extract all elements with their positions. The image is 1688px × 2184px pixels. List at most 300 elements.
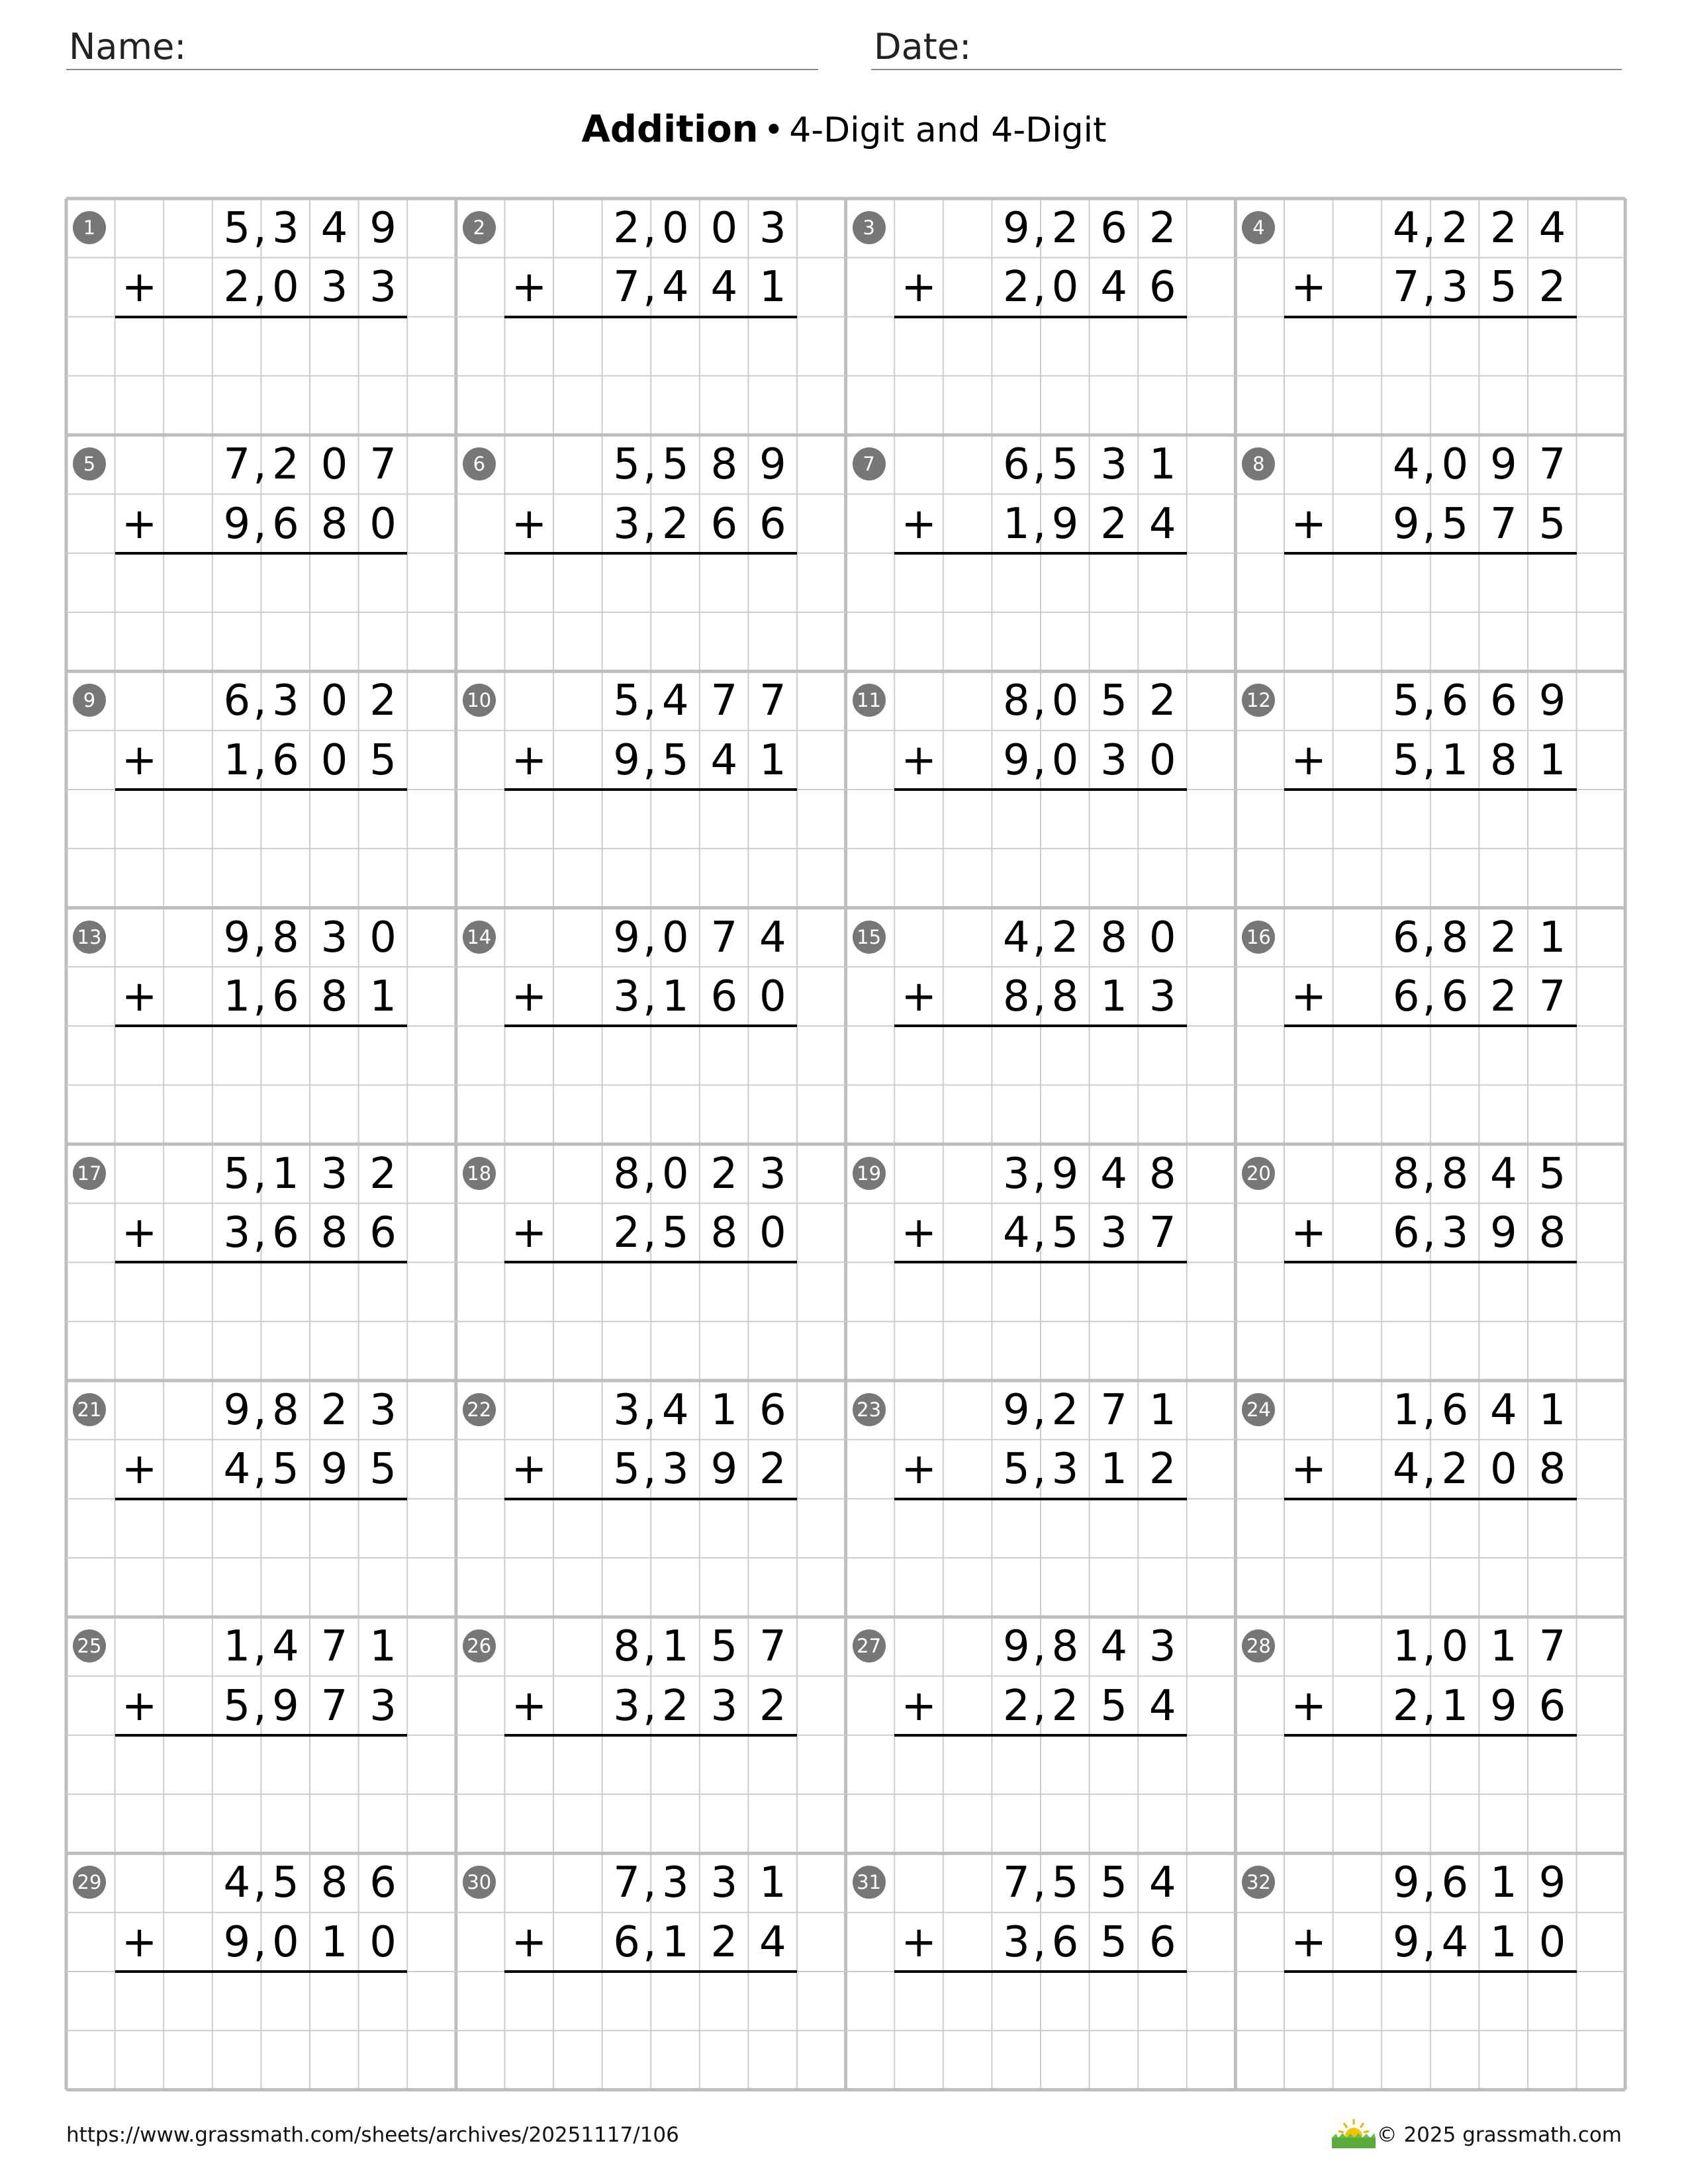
answer-rule	[115, 1734, 408, 1737]
problem-number-badge: 32	[1242, 1866, 1275, 1899]
plus-sign: +	[121, 499, 158, 549]
addend-top-digit: 2	[320, 1386, 348, 1435]
addend-bottom-digit: 6	[272, 499, 299, 549]
addend-top-digit: 0	[1051, 676, 1079, 726]
problem-number-badge: 8	[1242, 447, 1275, 480]
addend-bottom-digit: 3	[613, 1681, 640, 1731]
addend-bottom-digit: 2	[1003, 263, 1030, 312]
addend-bottom-digit: 4	[1441, 1917, 1469, 1967]
addend-top-digit: 9	[1003, 1622, 1030, 1672]
addend-bottom-digit: 1	[1441, 735, 1469, 785]
addend-bottom-digit: 9	[320, 1445, 348, 1494]
addend-top-comma: ,	[253, 676, 267, 726]
answer-rule	[504, 316, 797, 318]
addend-top-digit: 5	[661, 440, 689, 490]
addend-top-digit: 8	[272, 1386, 299, 1435]
addend-bottom-digit: 8	[1490, 735, 1517, 785]
addend-bottom-digit: 0	[320, 735, 348, 785]
addend-top-digit: 8	[320, 1858, 348, 1908]
title-subtitle: 4-Digit and 4-Digit	[789, 111, 1107, 150]
addend-bottom-digit: 2	[223, 263, 251, 312]
addend-top-digit: 9	[223, 1386, 251, 1435]
addend-bottom-digit: 2	[1149, 1445, 1176, 1494]
plus-sign: +	[121, 735, 158, 785]
addend-bottom-digit: 8	[1538, 1208, 1566, 1258]
addend-top-digit: 8	[613, 1149, 640, 1199]
answer-rule	[115, 1970, 408, 1973]
addend-top-digit: 8	[613, 1622, 640, 1672]
answer-rule	[894, 788, 1187, 791]
addend-top-digit: 4	[1490, 1149, 1517, 1199]
addend-bottom-digit: 0	[1051, 263, 1079, 312]
addend-top-digit: 0	[320, 676, 348, 726]
addend-top-digit: 1	[223, 1622, 251, 1672]
answer-rule	[894, 1024, 1187, 1027]
addend-bottom-digit: 7	[320, 1681, 348, 1731]
addend-top-digit: 9	[759, 440, 786, 490]
addend-bottom-digit: 1	[1003, 499, 1030, 549]
problem-number-badge: 3	[853, 211, 886, 244]
addend-top-digit: 9	[1003, 1386, 1030, 1435]
answer-rule	[894, 316, 1187, 318]
addend-top-digit: 6	[1100, 204, 1127, 253]
plus-sign: +	[511, 499, 547, 549]
addend-bottom-comma: ,	[1422, 1208, 1436, 1258]
addend-bottom-digit: 9	[1490, 1681, 1517, 1731]
addend-top-digit: 4	[1538, 204, 1566, 253]
addend-bottom-digit: 9	[223, 499, 251, 549]
answer-rule	[1284, 316, 1577, 318]
addend-bottom-digit: 1	[1100, 972, 1127, 1021]
addend-top-digit: 3	[1003, 1149, 1030, 1199]
addend-bottom-digit: 9	[1392, 1917, 1420, 1967]
addend-top-comma: ,	[1033, 913, 1047, 962]
plus-sign: +	[511, 972, 547, 1021]
addend-top-digit: 1	[1538, 913, 1566, 962]
addend-top-digit: 8	[1003, 676, 1030, 726]
problem-number-badge: 14	[463, 921, 496, 954]
addend-top-digit: 4	[759, 913, 786, 962]
plus-sign: +	[901, 1445, 937, 1494]
addend-top-comma: ,	[1422, 676, 1436, 726]
problem-number-badge: 13	[73, 921, 106, 954]
addend-bottom-digit: 5	[661, 735, 689, 785]
addend-bottom-digit: 7	[1538, 972, 1566, 1021]
addend-top-comma: ,	[1033, 676, 1047, 726]
addend-bottom-comma: ,	[643, 1681, 657, 1731]
addend-bottom-digit: 7	[613, 263, 640, 312]
addend-bottom-digit: 0	[272, 263, 299, 312]
addend-bottom-digit: 3	[661, 1445, 689, 1494]
problem-number-badge: 26	[463, 1629, 496, 1662]
addend-top-digit: 9	[223, 913, 251, 962]
addend-bottom-digit: 9	[710, 1445, 738, 1494]
addend-bottom-digit: 2	[1441, 1445, 1469, 1494]
answer-rule	[1284, 1024, 1577, 1027]
addend-bottom-digit: 3	[1100, 1208, 1127, 1258]
addend-bottom-comma: ,	[253, 1445, 267, 1494]
addend-top-comma: ,	[253, 1386, 267, 1435]
addend-bottom-digit: 3	[1003, 1917, 1030, 1967]
addend-top-digit: 4	[661, 676, 689, 726]
addend-top-digit: 2	[1051, 204, 1079, 253]
answer-rule	[894, 1261, 1187, 1263]
addend-bottom-comma: ,	[1422, 1445, 1436, 1494]
plus-sign: +	[1291, 499, 1327, 549]
answer-rule	[504, 1261, 797, 1263]
problem-number-badge: 15	[853, 921, 886, 954]
addend-bottom-digit: 9	[272, 1681, 299, 1731]
addend-top-comma: ,	[1033, 1149, 1047, 1199]
addend-bottom-digit: 5	[223, 1681, 251, 1731]
addend-top-comma: ,	[1422, 1149, 1436, 1199]
problem-number-badge: 1	[73, 211, 106, 244]
plus-sign: +	[121, 263, 158, 312]
problem-number-badge: 27	[853, 1629, 886, 1662]
answer-rule	[115, 1261, 408, 1263]
addend-top-comma: ,	[643, 1858, 657, 1908]
addend-top-comma: ,	[1422, 1386, 1436, 1435]
addend-top-digit: 1	[1392, 1622, 1420, 1672]
addend-bottom-digit: 4	[1149, 1681, 1176, 1731]
addend-top-digit: 1	[272, 1149, 299, 1199]
addend-top-digit: 4	[661, 1386, 689, 1435]
plus-sign: +	[511, 263, 547, 312]
plus-sign: +	[901, 263, 937, 312]
addend-bottom-digit: 6	[1392, 1208, 1420, 1258]
addend-bottom-digit: 6	[613, 1917, 640, 1967]
addend-bottom-digit: 5	[1100, 1917, 1127, 1967]
addend-bottom-comma: ,	[643, 1445, 657, 1494]
plus-sign: +	[901, 972, 937, 1021]
addend-top-digit: 4	[1392, 440, 1420, 490]
addend-top-digit: 0	[1149, 913, 1176, 962]
addend-bottom-digit: 5	[1490, 263, 1517, 312]
addend-bottom-digit: 6	[1538, 1681, 1566, 1731]
addend-bottom-digit: 3	[320, 263, 348, 312]
addend-top-digit: 3	[272, 204, 299, 253]
addend-top-digit: 2	[272, 440, 299, 490]
addend-top-comma: ,	[1033, 440, 1047, 490]
addend-bottom-digit: 1	[223, 972, 251, 1021]
addend-bottom-digit: 1	[1100, 1445, 1127, 1494]
sun-over-grass-icon	[1329, 2116, 1378, 2150]
addend-top-digit: 9	[1538, 1858, 1566, 1908]
addend-bottom-digit: 5	[272, 1445, 299, 1494]
addend-top-comma: ,	[643, 1149, 657, 1199]
addend-bottom-digit: 5	[1538, 499, 1566, 549]
addend-top-digit: 3	[613, 1386, 640, 1435]
addend-top-digit: 2	[1490, 204, 1517, 253]
addend-bottom-digit: 2	[1490, 972, 1517, 1021]
addend-bottom-digit: 2	[613, 1208, 640, 1258]
plus-sign: +	[901, 735, 937, 785]
problem-number-badge: 20	[1242, 1157, 1275, 1190]
addend-bottom-digit: 6	[272, 972, 299, 1021]
addend-top-digit: 6	[1441, 1386, 1469, 1435]
addend-bottom-digit: 2	[1003, 1681, 1030, 1731]
addend-top-digit: 1	[759, 1858, 786, 1908]
addend-bottom-digit: 2	[759, 1681, 786, 1731]
addend-top-digit: 5	[272, 1858, 299, 1908]
addend-bottom-digit: 3	[710, 1681, 738, 1731]
addend-top-digit: 5	[1051, 1858, 1079, 1908]
problem-number-badge: 16	[1242, 921, 1275, 954]
addend-top-digit: 5	[613, 676, 640, 726]
problem-number-badge: 28	[1242, 1629, 1275, 1662]
problem-number-badge: 11	[853, 684, 886, 717]
addend-top-digit: 4	[1100, 1622, 1127, 1672]
addend-top-digit: 2	[1149, 676, 1176, 726]
addend-bottom-digit: 8	[1003, 972, 1030, 1021]
addend-top-digit: 3	[320, 913, 348, 962]
addend-top-digit: 0	[320, 440, 348, 490]
addend-bottom-digit: 2	[1051, 1681, 1079, 1731]
addend-top-digit: 4	[272, 1622, 299, 1672]
addend-bottom-comma: ,	[253, 499, 267, 549]
addend-bottom-digit: 5	[369, 1445, 397, 1494]
addend-top-digit: 4	[320, 204, 348, 253]
plus-sign: +	[511, 1681, 547, 1731]
addend-bottom-digit: 3	[1051, 1445, 1079, 1494]
answer-rule	[504, 552, 797, 555]
addend-top-comma: ,	[253, 204, 267, 253]
addend-top-digit: 2	[1490, 913, 1517, 962]
addend-bottom-comma: ,	[1033, 1445, 1047, 1494]
problem-number-badge: 19	[853, 1157, 886, 1190]
answer-rule	[504, 788, 797, 791]
problem-number-badge: 21	[73, 1393, 106, 1426]
addend-bottom-digit: 4	[1392, 1445, 1420, 1494]
addend-bottom-digit: 0	[272, 1917, 299, 1967]
addend-bottom-digit: 8	[1051, 972, 1079, 1021]
title-separator: •	[763, 111, 784, 150]
addend-top-digit: 1	[1490, 1858, 1517, 1908]
addend-top-digit: 1	[1392, 1386, 1420, 1435]
addend-bottom-digit: 7	[1490, 499, 1517, 549]
answer-rule	[115, 552, 408, 555]
addend-top-digit: 4	[1003, 913, 1030, 962]
answer-rule	[1284, 1261, 1577, 1263]
addend-bottom-comma: ,	[643, 499, 657, 549]
addend-top-digit: 2	[613, 204, 640, 253]
addend-bottom-digit: 0	[1538, 1917, 1566, 1967]
plus-sign: +	[901, 1208, 937, 1258]
addend-bottom-digit: 2	[661, 1681, 689, 1731]
addend-top-digit: 7	[1538, 440, 1566, 490]
addend-bottom-digit: 4	[661, 263, 689, 312]
problem-number-badge: 24	[1242, 1393, 1275, 1426]
addend-top-digit: 4	[223, 1858, 251, 1908]
addend-bottom-comma: ,	[1033, 972, 1047, 1021]
addend-bottom-comma: ,	[643, 972, 657, 1021]
addend-top-digit: 0	[661, 1149, 689, 1199]
addend-top-digit: 6	[369, 1858, 397, 1908]
addend-bottom-comma: ,	[643, 263, 657, 312]
answer-rule	[115, 1024, 408, 1027]
addend-top-comma: ,	[1033, 1858, 1047, 1908]
addend-top-digit: 6	[1441, 676, 1469, 726]
answer-rule	[504, 1024, 797, 1027]
addend-top-digit: 2	[1051, 1386, 1079, 1435]
addend-top-comma: ,	[1033, 1622, 1047, 1672]
addend-top-comma: ,	[643, 913, 657, 962]
addend-top-digit: 2	[369, 676, 397, 726]
addend-bottom-comma: ,	[253, 735, 267, 785]
addend-bottom-digit: 6	[272, 1208, 299, 1258]
addend-top-comma: ,	[643, 1622, 657, 1672]
addend-top-digit: 3	[369, 1386, 397, 1435]
addend-bottom-digit: 6	[1392, 972, 1420, 1021]
addend-bottom-digit: 2	[1538, 263, 1566, 312]
plus-sign: +	[901, 499, 937, 549]
addend-top-digit: 7	[759, 1622, 786, 1672]
answer-rule	[504, 1498, 797, 1500]
addend-top-digit: 5	[223, 1149, 251, 1199]
addend-bottom-digit: 5	[1051, 1208, 1079, 1258]
addend-bottom-digit: 3	[1149, 972, 1176, 1021]
addend-bottom-digit: 8	[1538, 1445, 1566, 1494]
addend-bottom-comma: ,	[1033, 1681, 1047, 1731]
addend-top-digit: 4	[1490, 1386, 1517, 1435]
addend-bottom-digit: 5	[661, 1208, 689, 1258]
addend-bottom-digit: 5	[1392, 735, 1420, 785]
addend-bottom-comma: ,	[1422, 972, 1436, 1021]
addend-top-digit: 8	[1051, 1622, 1079, 1672]
addend-top-digit: 6	[1441, 1858, 1469, 1908]
addend-top-comma: ,	[253, 440, 267, 490]
addend-top-comma: ,	[1033, 1386, 1047, 1435]
problem-number-badge: 10	[463, 684, 496, 717]
addend-bottom-comma: ,	[643, 1208, 657, 1258]
addend-top-digit: 9	[1392, 1858, 1420, 1908]
addend-top-digit: 8	[272, 913, 299, 962]
problem-number-badge: 12	[1242, 684, 1275, 717]
addend-bottom-digit: 8	[320, 499, 348, 549]
answer-rule	[894, 552, 1187, 555]
addend-bottom-digit: 4	[759, 1917, 786, 1967]
addend-top-digit: 8	[1100, 913, 1127, 962]
addend-top-digit: 6	[1490, 676, 1517, 726]
addend-bottom-digit: 0	[369, 1917, 397, 1967]
answer-rule	[894, 1970, 1187, 1973]
addend-top-comma: ,	[643, 676, 657, 726]
problem-number-badge: 5	[73, 447, 106, 480]
addend-top-digit: 1	[710, 1386, 738, 1435]
problem-number-badge: 29	[73, 1866, 106, 1899]
title-main: Addition	[581, 108, 759, 151]
addend-bottom-digit: 4	[1003, 1208, 1030, 1258]
problem-number-badge: 25	[73, 1629, 106, 1662]
addend-bottom-digit: 0	[1149, 735, 1176, 785]
problem-number-badge: 31	[853, 1866, 886, 1899]
addend-bottom-digit: 9	[1392, 499, 1420, 549]
answer-rule	[115, 316, 408, 318]
addend-top-digit: 9	[1538, 676, 1566, 726]
addend-top-digit: 8	[1441, 913, 1469, 962]
addend-top-digit: 7	[613, 1858, 640, 1908]
plus-sign: +	[901, 1681, 937, 1731]
addend-bottom-digit: 1	[1490, 1917, 1517, 1967]
addend-top-digit: 6	[1392, 913, 1420, 962]
answer-rule	[1284, 1498, 1577, 1500]
addend-top-digit: 9	[613, 913, 640, 962]
addend-bottom-digit: 6	[1051, 1917, 1079, 1967]
addend-bottom-digit: 9	[1490, 1208, 1517, 1258]
addend-top-digit: 0	[369, 913, 397, 962]
addend-top-comma: ,	[1422, 1858, 1436, 1908]
addend-top-digit: 9	[369, 204, 397, 253]
plus-sign: +	[1291, 972, 1327, 1021]
addend-top-digit: 2	[1149, 204, 1176, 253]
addend-bottom-comma: ,	[1422, 735, 1436, 785]
addend-top-comma: ,	[253, 1149, 267, 1199]
addend-top-digit: 7	[369, 440, 397, 490]
addend-bottom-digit: 3	[369, 1681, 397, 1731]
problem-number-badge: 9	[73, 684, 106, 717]
addend-bottom-comma: ,	[1033, 263, 1047, 312]
addend-bottom-digit: 1	[759, 263, 786, 312]
addend-bottom-digit: 1	[661, 1917, 689, 1967]
problem-number-badge: 17	[73, 1157, 106, 1190]
footer-copyright: © 2025 grassmath.com	[1376, 2123, 1622, 2147]
addend-bottom-digit: 6	[759, 499, 786, 549]
problem-number-badge: 30	[463, 1866, 496, 1899]
name-label: Name:	[69, 26, 187, 68]
addend-top-digit: 9	[1003, 204, 1030, 253]
addend-bottom-comma: ,	[253, 263, 267, 312]
plus-sign: +	[1291, 263, 1327, 312]
addend-top-digit: 4	[1149, 1858, 1176, 1908]
addend-bottom-digit: 5	[1441, 499, 1469, 549]
addend-bottom-digit: 1	[223, 735, 251, 785]
addend-top-digit: 9	[1490, 440, 1517, 490]
plus-sign: +	[901, 1917, 937, 1967]
answer-rule	[1284, 1734, 1577, 1737]
plus-sign: +	[1291, 735, 1327, 785]
plus-sign: +	[511, 1445, 547, 1494]
addend-bottom-digit: 2	[1392, 1681, 1420, 1731]
addend-top-comma: ,	[253, 1858, 267, 1908]
addend-bottom-digit: 3	[613, 972, 640, 1021]
addend-bottom-comma: ,	[643, 735, 657, 785]
plus-sign: +	[1291, 1917, 1327, 1967]
plus-sign: +	[121, 1445, 158, 1494]
addend-top-digit: 5	[1100, 1858, 1127, 1908]
addend-bottom-comma: ,	[1422, 263, 1436, 312]
addend-top-digit: 5	[710, 1622, 738, 1672]
addend-top-digit: 6	[1003, 440, 1030, 490]
addend-bottom-digit: 3	[223, 1208, 251, 1258]
addend-bottom-digit: 6	[1149, 1917, 1176, 1967]
addend-bottom-digit: 6	[710, 972, 738, 1021]
addend-bottom-comma: ,	[1033, 735, 1047, 785]
addend-bottom-digit: 4	[710, 735, 738, 785]
answer-rule	[894, 1734, 1187, 1737]
addend-top-digit: 5	[1538, 1149, 1566, 1199]
addend-bottom-comma: ,	[643, 1917, 657, 1967]
addend-bottom-digit: 0	[1051, 735, 1079, 785]
addend-bottom-digit: 0	[369, 499, 397, 549]
plus-sign: +	[1291, 1208, 1327, 1258]
addend-top-digit: 8	[1392, 1149, 1420, 1199]
addend-top-digit: 7	[759, 676, 786, 726]
addend-bottom-digit: 1	[1538, 735, 1566, 785]
addend-top-digit: 3	[710, 1858, 738, 1908]
addend-bottom-digit: 1	[1441, 1681, 1469, 1731]
addend-bottom-digit: 1	[320, 1917, 348, 1967]
addend-top-digit: 3	[759, 204, 786, 253]
